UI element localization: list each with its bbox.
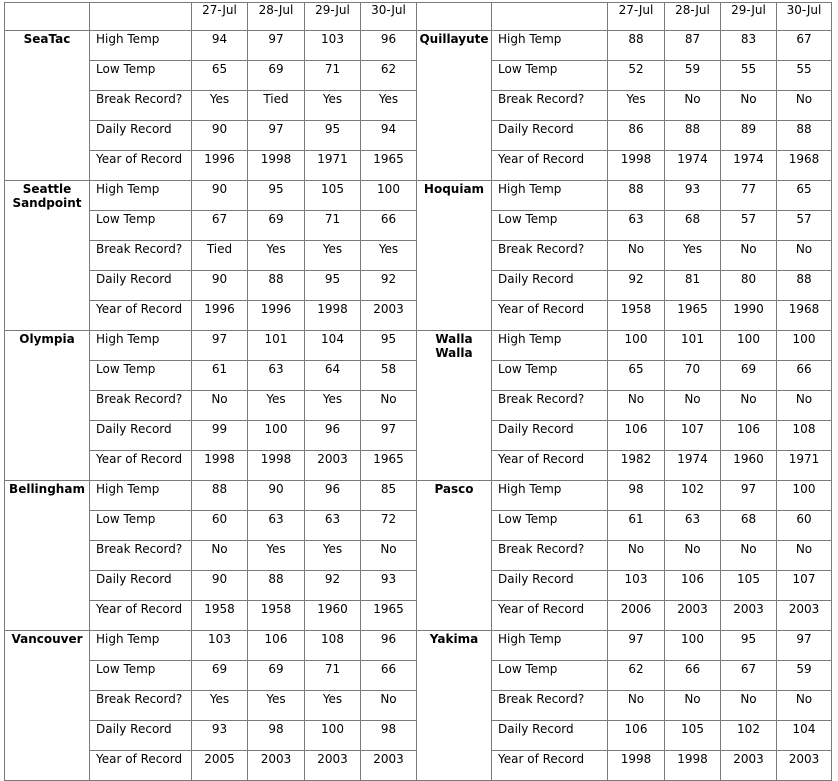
metric-label: Year of Record	[90, 301, 192, 331]
metric-label: Daily Record	[90, 271, 192, 301]
value-cell: 102	[721, 721, 777, 751]
metric-label: Low Temp	[90, 211, 192, 241]
value-cell: 93	[192, 721, 248, 751]
table-row	[5, 31, 832, 61]
metric-label: Daily Record	[492, 571, 608, 601]
value-cell: 2005	[192, 751, 248, 781]
metric-label: Break Record?	[492, 91, 608, 121]
value-cell: Yes	[361, 91, 417, 121]
value-cell: No	[608, 691, 665, 721]
metric-label: Year of Record	[90, 451, 192, 481]
value-cell: 104	[777, 721, 832, 751]
value-cell: 65	[192, 61, 248, 91]
metric-label: Daily Record	[90, 721, 192, 751]
value-cell: 95	[248, 181, 305, 211]
value-cell: 97	[192, 331, 248, 361]
station-name: SeaTac	[5, 31, 90, 181]
value-cell: Yes	[248, 241, 305, 271]
value-cell: 1974	[665, 451, 721, 481]
value-cell: 96	[361, 631, 417, 661]
value-cell: 61	[608, 511, 665, 541]
value-cell: 95	[305, 121, 361, 151]
value-cell: 1996	[248, 301, 305, 331]
station-name: Walla Walla	[417, 331, 492, 481]
metric-label: Break Record?	[90, 541, 192, 571]
value-cell: 88	[608, 181, 665, 211]
value-cell: 105	[305, 181, 361, 211]
value-cell: 69	[721, 361, 777, 391]
value-cell: 88	[777, 121, 832, 151]
value-cell: 1958	[192, 601, 248, 631]
value-cell: 1958	[248, 601, 305, 631]
value-cell: 1974	[665, 151, 721, 181]
value-cell: Yes	[248, 691, 305, 721]
header-blank-station	[417, 3, 492, 31]
metric-label: Low Temp	[492, 211, 608, 241]
value-cell: 66	[361, 661, 417, 691]
metric-label: Daily Record	[492, 121, 608, 151]
value-cell: Yes	[192, 691, 248, 721]
station-name: Vancouver	[5, 631, 90, 781]
value-cell: 1968	[777, 301, 832, 331]
value-cell: 98	[248, 721, 305, 751]
value-cell: No	[608, 241, 665, 271]
value-cell: 2003	[721, 601, 777, 631]
value-cell: Yes	[305, 91, 361, 121]
value-cell: 2003	[361, 301, 417, 331]
value-cell: 100	[777, 481, 832, 511]
value-cell: 100	[305, 721, 361, 751]
value-cell: 57	[777, 211, 832, 241]
table-row	[5, 481, 832, 511]
value-cell: 100	[361, 181, 417, 211]
value-cell: 1960	[721, 451, 777, 481]
metric-label: Low Temp	[90, 61, 192, 91]
value-cell: No	[608, 541, 665, 571]
value-cell: 95	[721, 631, 777, 661]
metric-label: Year of Record	[492, 301, 608, 331]
date-header: 27-Jul	[192, 3, 248, 31]
value-cell: No	[608, 391, 665, 421]
value-cell: 90	[248, 481, 305, 511]
metric-label: Year of Record	[90, 151, 192, 181]
metric-label: High Temp	[492, 31, 608, 61]
metric-label: High Temp	[492, 331, 608, 361]
metric-label: Break Record?	[492, 391, 608, 421]
value-cell: No	[665, 541, 721, 571]
value-cell: 92	[361, 271, 417, 301]
date-header: 29-Jul	[305, 3, 361, 31]
value-cell: 90	[192, 121, 248, 151]
value-cell: No	[777, 391, 832, 421]
metric-label: High Temp	[90, 181, 192, 211]
date-header: 27-Jul	[608, 3, 665, 31]
value-cell: No	[721, 541, 777, 571]
date-header: 30-Jul	[361, 3, 417, 31]
value-cell: 85	[361, 481, 417, 511]
metric-label: Daily Record	[90, 571, 192, 601]
value-cell: 107	[777, 571, 832, 601]
station-name: Hoquiam	[417, 181, 492, 331]
value-cell: 103	[305, 31, 361, 61]
value-cell: 96	[305, 481, 361, 511]
value-cell: 63	[248, 511, 305, 541]
value-cell: 100	[248, 421, 305, 451]
value-cell: 101	[248, 331, 305, 361]
value-cell: 88	[777, 271, 832, 301]
value-cell: 100	[721, 331, 777, 361]
value-cell: 55	[777, 61, 832, 91]
metric-label: High Temp	[492, 181, 608, 211]
value-cell: 1998	[305, 301, 361, 331]
value-cell: 69	[192, 661, 248, 691]
value-cell: 71	[305, 661, 361, 691]
value-cell: 1998	[248, 151, 305, 181]
value-cell: 2003	[361, 751, 417, 781]
value-cell: No	[721, 91, 777, 121]
value-cell: 63	[608, 211, 665, 241]
value-cell: 57	[721, 211, 777, 241]
metric-label: Low Temp	[90, 661, 192, 691]
value-cell: 86	[608, 121, 665, 151]
metric-label: Year of Record	[492, 601, 608, 631]
value-cell: 106	[608, 421, 665, 451]
value-cell: 100	[777, 331, 832, 361]
value-cell: 93	[361, 571, 417, 601]
value-cell: 1960	[305, 601, 361, 631]
value-cell: 101	[665, 331, 721, 361]
value-cell: 1998	[248, 451, 305, 481]
value-cell: 98	[361, 721, 417, 751]
value-cell: No	[721, 691, 777, 721]
value-cell: 107	[665, 421, 721, 451]
date-header: 28-Jul	[665, 3, 721, 31]
value-cell: 90	[192, 181, 248, 211]
value-cell: 63	[305, 511, 361, 541]
value-cell: 88	[608, 31, 665, 61]
station-name: Seattle Sandpoint	[5, 181, 90, 331]
value-cell: 103	[608, 571, 665, 601]
value-cell: 1998	[608, 151, 665, 181]
value-cell: 69	[248, 61, 305, 91]
value-cell: Yes	[608, 91, 665, 121]
value-cell: 100	[608, 331, 665, 361]
value-cell: 65	[608, 361, 665, 391]
header-blank-metric	[90, 3, 192, 31]
value-cell: Yes	[361, 241, 417, 271]
value-cell: No	[777, 541, 832, 571]
value-cell: 88	[192, 481, 248, 511]
date-header: 28-Jul	[248, 3, 305, 31]
value-cell: No	[721, 241, 777, 271]
value-cell: 92	[305, 571, 361, 601]
value-cell: 68	[665, 211, 721, 241]
value-cell: 55	[721, 61, 777, 91]
header-row	[5, 3, 832, 31]
metric-label: Low Temp	[492, 61, 608, 91]
value-cell: 104	[305, 331, 361, 361]
value-cell: 2003	[721, 751, 777, 781]
value-cell: 69	[248, 661, 305, 691]
value-cell: 68	[721, 511, 777, 541]
metric-label: High Temp	[492, 481, 608, 511]
value-cell: 81	[665, 271, 721, 301]
value-cell: Tied	[248, 91, 305, 121]
value-cell: 67	[777, 31, 832, 61]
value-cell: 88	[248, 571, 305, 601]
value-cell: 87	[665, 31, 721, 61]
value-cell: 95	[361, 331, 417, 361]
value-cell: Yes	[305, 691, 361, 721]
value-cell: 64	[305, 361, 361, 391]
value-cell: 1982	[608, 451, 665, 481]
metric-label: High Temp	[90, 331, 192, 361]
value-cell: 70	[665, 361, 721, 391]
value-cell: 94	[361, 121, 417, 151]
metric-label: Daily Record	[492, 421, 608, 451]
value-cell: 80	[721, 271, 777, 301]
value-cell: 2003	[305, 751, 361, 781]
value-cell: 97	[248, 31, 305, 61]
metric-label: Year of Record	[492, 451, 608, 481]
value-cell: 1998	[608, 751, 665, 781]
value-cell: 1990	[721, 301, 777, 331]
value-cell: 59	[665, 61, 721, 91]
value-cell: No	[777, 241, 832, 271]
value-cell: 96	[305, 421, 361, 451]
table-row	[5, 181, 832, 211]
value-cell: 62	[361, 61, 417, 91]
metric-label: Break Record?	[90, 91, 192, 121]
metric-label: Break Record?	[90, 391, 192, 421]
value-cell: 63	[248, 361, 305, 391]
value-cell: 66	[361, 211, 417, 241]
value-cell: 1965	[361, 151, 417, 181]
metric-label: High Temp	[492, 631, 608, 661]
station-name: Bellingham	[5, 481, 90, 631]
value-cell: 103	[192, 631, 248, 661]
value-cell: 97	[721, 481, 777, 511]
value-cell: Tied	[192, 241, 248, 271]
value-cell: Yes	[248, 391, 305, 421]
date-header: 30-Jul	[777, 3, 832, 31]
value-cell: 105	[665, 721, 721, 751]
value-cell: 71	[305, 211, 361, 241]
value-cell: 60	[777, 511, 832, 541]
value-cell: No	[192, 391, 248, 421]
value-cell: 97	[777, 631, 832, 661]
value-cell: Yes	[305, 241, 361, 271]
station-name: Olympia	[5, 331, 90, 481]
metric-label: High Temp	[90, 31, 192, 61]
metric-label: Break Record?	[90, 691, 192, 721]
value-cell: 1965	[665, 301, 721, 331]
value-cell: 60	[192, 511, 248, 541]
metric-label: Daily Record	[492, 271, 608, 301]
value-cell: 65	[777, 181, 832, 211]
value-cell: 1971	[777, 451, 832, 481]
value-cell: 67	[721, 661, 777, 691]
value-cell: 98	[608, 481, 665, 511]
table-row	[5, 631, 832, 661]
value-cell: 94	[192, 31, 248, 61]
station-name: Quillayute	[417, 31, 492, 181]
metric-label: Break Record?	[492, 241, 608, 271]
value-cell: No	[361, 391, 417, 421]
value-cell: 97	[248, 121, 305, 151]
value-cell: 97	[361, 421, 417, 451]
value-cell: Yes	[248, 541, 305, 571]
value-cell: 58	[361, 361, 417, 391]
station-name: Yakima	[417, 631, 492, 781]
value-cell: No	[361, 541, 417, 571]
value-cell: 92	[608, 271, 665, 301]
value-cell: 90	[192, 271, 248, 301]
value-cell: 106	[608, 721, 665, 751]
value-cell: 1996	[192, 151, 248, 181]
value-cell: 52	[608, 61, 665, 91]
value-cell: 1996	[192, 301, 248, 331]
value-cell: 1968	[777, 151, 832, 181]
metric-label: Break Record?	[90, 241, 192, 271]
value-cell: 89	[721, 121, 777, 151]
value-cell: Yes	[192, 91, 248, 121]
value-cell: 2003	[777, 751, 832, 781]
metric-label: Low Temp	[90, 361, 192, 391]
value-cell: 1974	[721, 151, 777, 181]
metric-label: Low Temp	[492, 361, 608, 391]
value-cell: 1965	[361, 601, 417, 631]
metric-label: Low Temp	[90, 511, 192, 541]
metric-label: Daily Record	[492, 721, 608, 751]
value-cell: No	[665, 91, 721, 121]
metric-label: Year of Record	[492, 151, 608, 181]
header-blank-station	[5, 3, 90, 31]
metric-label: Year of Record	[492, 751, 608, 781]
metric-label: Daily Record	[90, 421, 192, 451]
value-cell: 2003	[665, 601, 721, 631]
value-cell: No	[777, 691, 832, 721]
value-cell: 100	[665, 631, 721, 661]
value-cell: No	[665, 691, 721, 721]
value-cell: 2003	[777, 601, 832, 631]
value-cell: 2003	[248, 751, 305, 781]
value-cell: Yes	[305, 541, 361, 571]
metric-label: High Temp	[90, 481, 192, 511]
value-cell: No	[777, 91, 832, 121]
metric-label: Year of Record	[90, 751, 192, 781]
value-cell: 62	[608, 661, 665, 691]
metric-label: Break Record?	[492, 691, 608, 721]
value-cell: 102	[665, 481, 721, 511]
table-row	[5, 331, 832, 361]
value-cell: 108	[305, 631, 361, 661]
value-cell: 99	[192, 421, 248, 451]
station-name: Pasco	[417, 481, 492, 631]
value-cell: 97	[608, 631, 665, 661]
value-cell: 106	[665, 571, 721, 601]
value-cell: 106	[248, 631, 305, 661]
header-blank-metric	[492, 3, 608, 31]
value-cell: 1998	[192, 451, 248, 481]
date-header: 29-Jul	[721, 3, 777, 31]
value-cell: Yes	[665, 241, 721, 271]
value-cell: Yes	[305, 391, 361, 421]
value-cell: No	[665, 391, 721, 421]
metric-label: Year of Record	[90, 601, 192, 631]
value-cell: 83	[721, 31, 777, 61]
value-cell: 96	[361, 31, 417, 61]
value-cell: 59	[777, 661, 832, 691]
value-cell: 71	[305, 61, 361, 91]
value-cell: 1958	[608, 301, 665, 331]
value-cell: No	[192, 541, 248, 571]
value-cell: 66	[665, 661, 721, 691]
value-cell: 105	[721, 571, 777, 601]
value-cell: 72	[361, 511, 417, 541]
value-cell: 66	[777, 361, 832, 391]
value-cell: 88	[665, 121, 721, 151]
value-cell: 77	[721, 181, 777, 211]
value-cell: 61	[192, 361, 248, 391]
value-cell: No	[721, 391, 777, 421]
metric-label: Break Record?	[492, 541, 608, 571]
value-cell: 108	[777, 421, 832, 451]
value-cell: 63	[665, 511, 721, 541]
value-cell: 2006	[608, 601, 665, 631]
value-cell: 95	[305, 271, 361, 301]
metric-label: Low Temp	[492, 661, 608, 691]
value-cell: No	[361, 691, 417, 721]
value-cell: 1998	[665, 751, 721, 781]
value-cell: 1965	[361, 451, 417, 481]
value-cell: 67	[192, 211, 248, 241]
temperature-records-table	[4, 2, 832, 781]
value-cell: 93	[665, 181, 721, 211]
value-cell: 90	[192, 571, 248, 601]
metric-label: High Temp	[90, 631, 192, 661]
value-cell: 1971	[305, 151, 361, 181]
metric-label: Daily Record	[90, 121, 192, 151]
value-cell: 2003	[305, 451, 361, 481]
value-cell: 69	[248, 211, 305, 241]
metric-label: Low Temp	[492, 511, 608, 541]
value-cell: 106	[721, 421, 777, 451]
value-cell: 88	[248, 271, 305, 301]
